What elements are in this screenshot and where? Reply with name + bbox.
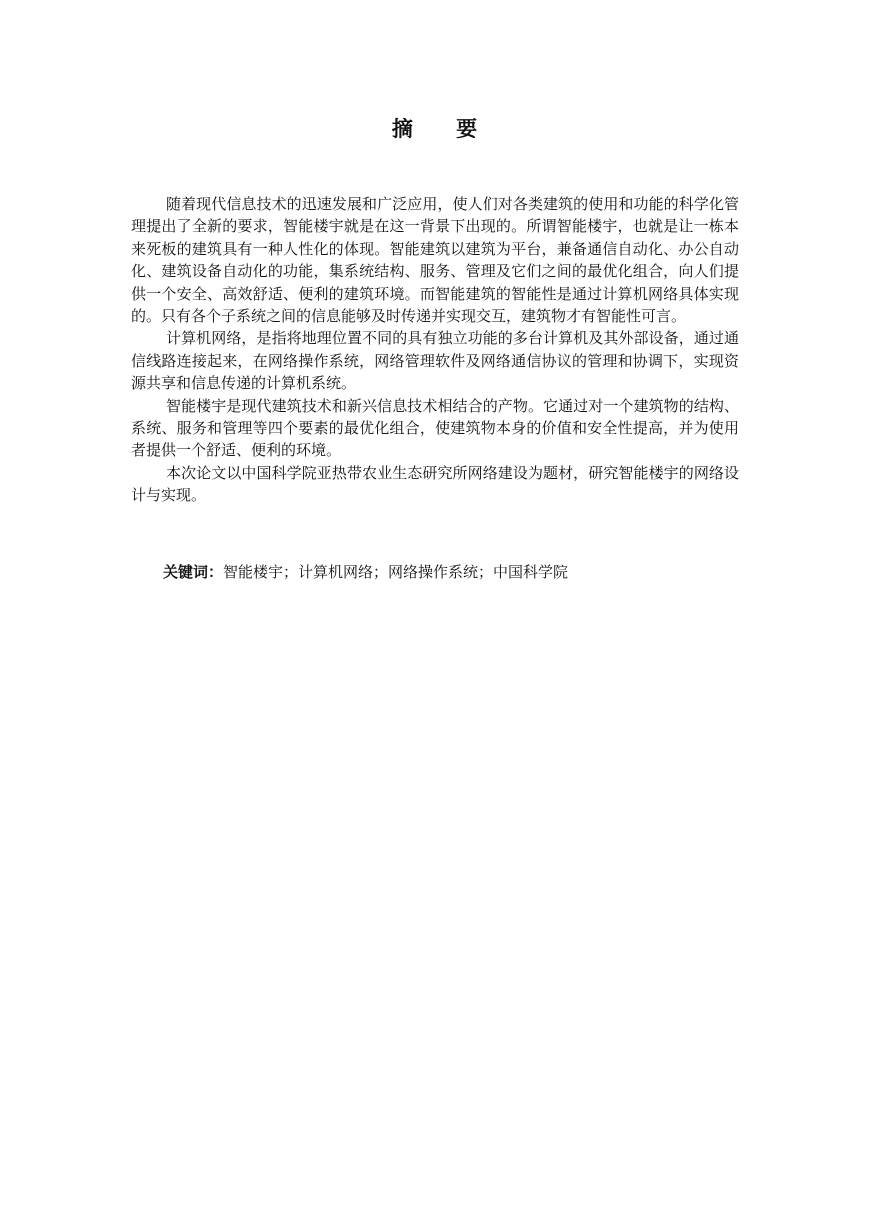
keywords-label: 关键词： <box>163 563 224 581</box>
keywords-line <box>163 560 568 584</box>
page-title: 摘 要 <box>391 117 496 141</box>
abstract-body <box>131 193 739 507</box>
abstract-paragraph-3: 智能楼宇是现代建筑技术和新兴信息技术相结合的产物。它通过对一个建筑物的结构、系统、服务和管理等四个要素的最优化组合，使建筑物本身的价值和安全性提高，并为使用者提供一个舒适、便利的环境。 <box>131 396 739 460</box>
abstract-paragraph-1: 随着现代信息技术的迅速发展和广泛应用，使人们对各类建筑的使用和功能的科学化管理提出了全新的要求，智能楼宇就是在这一背景下出现的。所谓智能楼宇，也就是让一栋本来死板的建筑具有一种人性化的体现。智能建筑以建筑为平台，兼备通信自动化、办公自动化、建筑设备自动化的功能，集系统结构、服务、管理及它们之间的最优化组合，向人们提供一个安全、高效舒适、便利的建筑环境。而智能建筑的智能性是通过计算机网络具体实现的。只有各个子系统之间的信息能够及时传递并实现交互，建筑物才有智能性可言。 <box>131 195 739 326</box>
keywords-text: 智能楼宇；计算机网络；网络操作系统；中国科学院 <box>223 563 569 581</box>
abstract-paragraph-4: 本次论文以中国科学院亚热带农业生态研究所网络建设为题材，研究智能楼宇的网络设计与实现。 <box>131 463 739 505</box>
abstract-paragraph-2: 计算机网络，是指将地理位置不同的具有独立功能的多台计算机及其外部设备，通过通信线路连接起来，在网络操作系统，网络管理软件及网络通信协议的管理和协调下，实现资源共享和信息传递的计算机系统。 <box>131 329 739 393</box>
